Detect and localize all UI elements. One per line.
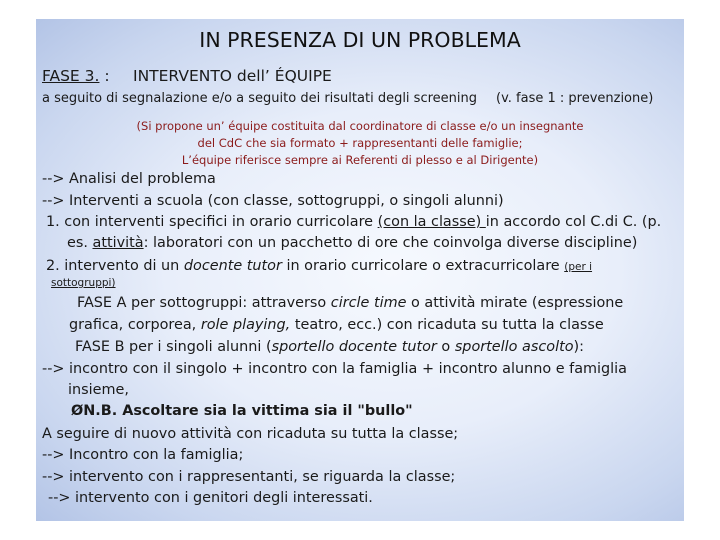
list-item <box>46 258 592 274</box>
list-item <box>67 235 637 251</box>
text-run: FASE B per i singoli alunni ( <box>75 339 272 355</box>
text-run: (per i <box>564 261 593 273</box>
text-run: ): <box>573 339 584 355</box>
list-item: --> incontro con il singolo + incontro con la famiglia + incontro alunno e famiglia <box>42 361 627 377</box>
list-item: --> Analisi del problema <box>42 171 216 187</box>
list-item <box>46 214 661 230</box>
text-run: in orario curricolare o extracurricolare <box>281 258 565 274</box>
list-item: insieme, <box>68 382 129 398</box>
list-item: A seguire di nuovo attività con ricaduta su tutta la classe; <box>42 426 459 442</box>
text-run: sportello docente tutor <box>271 339 437 355</box>
team-note-line: L’équipe riferisce sempre ai Referenti di plesso e al Dirigente) <box>181 153 539 167</box>
list-item: --> intervento con i rappresentanti, se riguarda la classe; <box>42 469 456 485</box>
text-run: circle time <box>330 295 407 311</box>
list-item <box>77 295 623 311</box>
list-item <box>69 317 604 333</box>
text-run: attività <box>92 235 144 251</box>
list-item: sottogruppi) <box>51 277 116 289</box>
text-run: es. <box>67 235 93 251</box>
arrow-bullet-icon: Ø <box>71 403 84 419</box>
text-run: 1. con interventi specifici in orario curricolare <box>46 214 378 230</box>
text-run: N.B. Ascoltare sia la vittima sia il "bullo" <box>83 403 413 419</box>
text-run: sportello ascolto <box>454 339 574 355</box>
phase-label <box>42 67 110 85</box>
text-run: FASE A per sottogruppi <box>77 295 243 311</box>
text-run: : laboratori con un pacchetto di ore che coinvolga diverse discipline) <box>143 235 638 251</box>
text-run: in accordo col C.di C. (p. <box>485 214 662 230</box>
text-run: teatro, ecc.) con ricaduta su tutta la classe <box>290 317 604 333</box>
text-run: o <box>436 339 455 355</box>
list-item: --> Incontro con la famiglia; <box>42 447 244 463</box>
phase-number: FASE 3. <box>42 67 100 85</box>
phase-title: INTERVENTO dell’ ÉQUIPE <box>133 67 332 85</box>
text-run: (con la classe) <box>377 214 486 230</box>
page-title: IN PRESENZA DI UN PROBLEMA <box>199 28 521 52</box>
list-item: --> Interventi a scuola (con classe, sottogruppi, o singoli alunni) <box>42 193 504 209</box>
text-run: grafica, corporea, <box>69 317 201 333</box>
text-run: : attraverso <box>242 295 331 311</box>
list-item: --> intervento con i genitori degli interessati. <box>48 490 373 506</box>
list-item <box>75 339 584 355</box>
phase-colon: : <box>99 67 110 85</box>
list-item <box>71 403 413 419</box>
subheading-reference: (v. fase 1 : prevenzione) <box>496 91 654 106</box>
text-run: o attività mirate (espressione <box>406 295 624 311</box>
text-run: docente tutor <box>183 258 282 274</box>
text-run: role playing, <box>200 317 291 333</box>
team-note-line: del CdC che sia formato + rappresentanti delle famiglie; <box>197 136 523 150</box>
text-run: 2. intervento di un <box>46 258 184 274</box>
subheading: a seguito di segnalazione e/o a seguito dei risultati degli screening <box>42 91 477 106</box>
slide <box>36 19 684 521</box>
team-note-line: (Si propone un’ équipe costituita dal coordinatore di classe e/o un insegnante <box>136 119 584 133</box>
